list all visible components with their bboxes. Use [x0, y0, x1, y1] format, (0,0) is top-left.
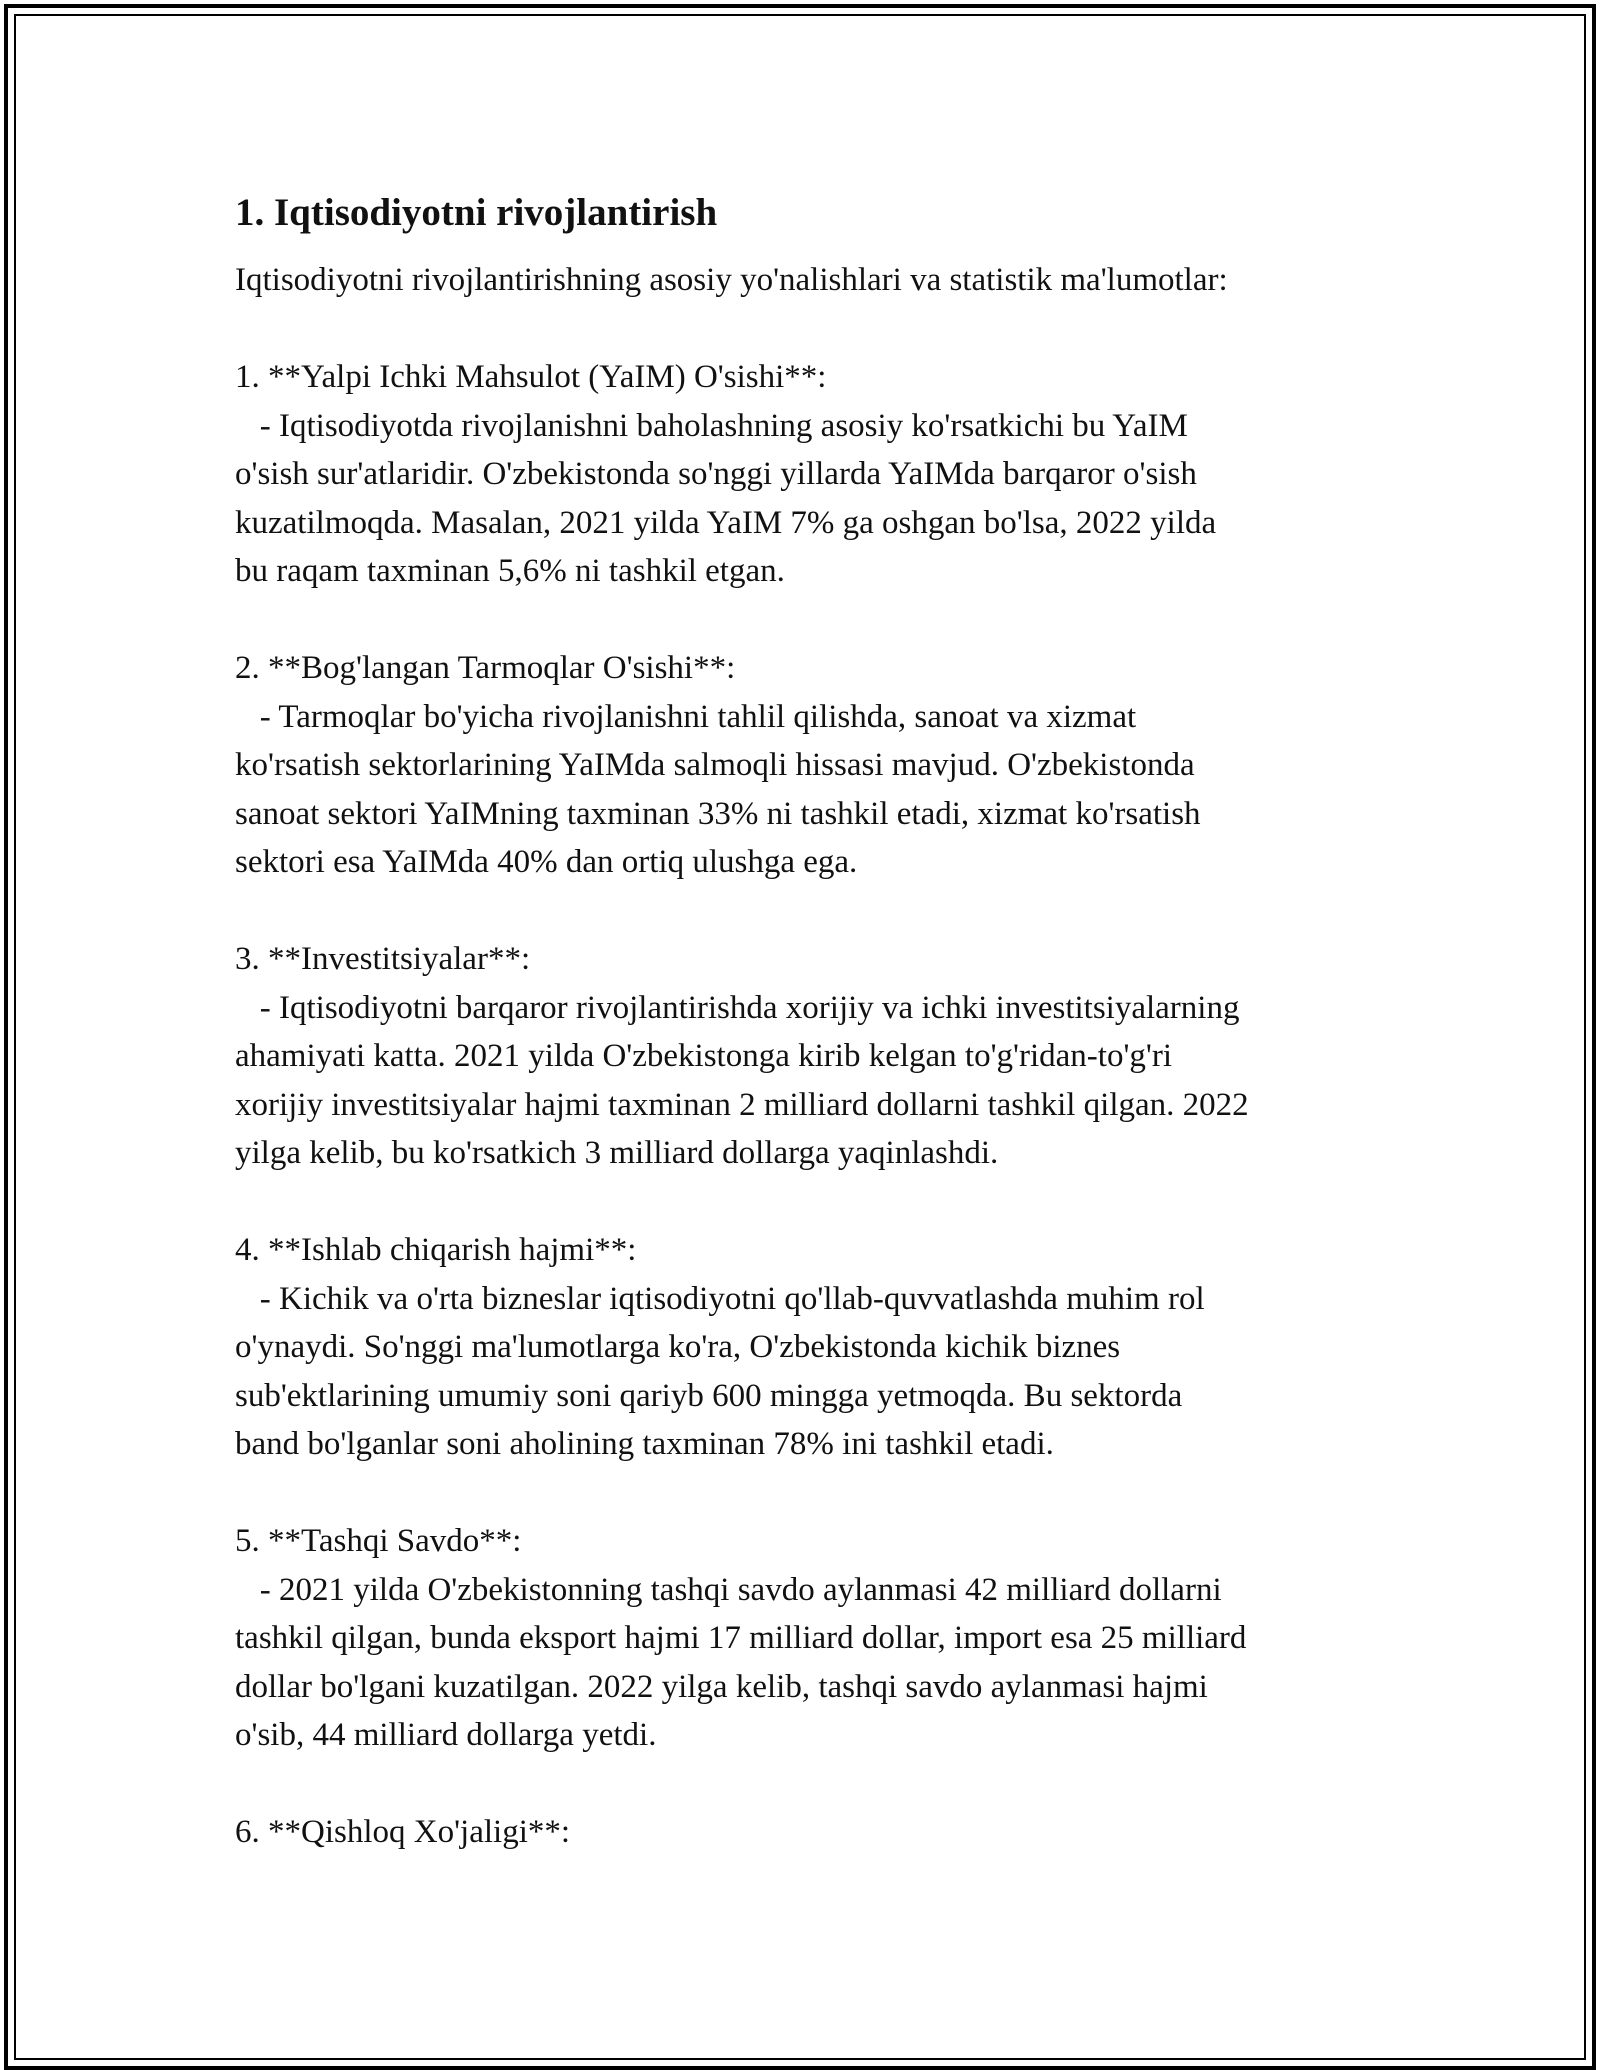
section-production-volume [235, 1226, 1385, 1469]
section-line: xorijiy investitsiyalar hajmi taxminan 2 milliard dollarni tashkil qilgan. 2022 [235, 1086, 1249, 1123]
section-heading: 3. **Investitsiyalar**: [235, 941, 531, 977]
section-line: kuzatilmoqda. Masalan, 2021 yilda YaIM 7% ga oshgan bo'lsa, 2022 yilda [235, 504, 1217, 541]
section-heading: 1. **Yalpi Ichki Mahsulot (YaIM) O'sishi**: [235, 359, 827, 395]
section-foreign-trade [235, 1517, 1385, 1760]
section-line: - Iqtisodiyotda rivojlanishni baholashning asosiy ko'rsatkichi bu YaIM [235, 407, 1188, 444]
section-line: - Iqtisodiyotni barqaror rivojlantirishda xorijiy va ichki investitsiyalarning [235, 989, 1240, 1026]
page-title: 1. Iqtisodiyotni rivojlantirish [235, 191, 718, 234]
section-line: o'ynaydi. So'nggi ma'lumotlarga ko'ra, O'zbekistonda kichik biznes [235, 1329, 1121, 1365]
section-line: tashkil qilgan, bunda eksport hajmi 17 milliard dollar, import esa 25 milliard [235, 1620, 1247, 1656]
section-investments [235, 935, 1385, 1178]
section-line: - 2021 yilda O'zbekistonning tashqi savdo aylanmasi 42 milliard dollarni [235, 1571, 1222, 1608]
section-line: band bo'lganlar soni aholining taxminan 78% ini tashkil etadi. [235, 1426, 1054, 1462]
section-agriculture [235, 1808, 1385, 1857]
document-body [235, 185, 1385, 1905]
section-line: dollar bo'lgani kuzatilgan. 2022 yilga kelib, tashqi savdo aylanmasi hajmi [235, 1668, 1208, 1705]
intro-paragraph: Iqtisodiyotni rivojlantirishning asosiy yo'nalishlari va statistik ma'lumotlar: [235, 262, 1228, 298]
section-line: - Kichik va o'rta bizneslar iqtisodiyotni qo'llab-quvvatlashda muhim rol [235, 1280, 1205, 1317]
section-line: - Tarmoqlar bo'yicha rivojlanishni tahlil qilishda, sanoat va xizmat [235, 698, 1137, 735]
section-heading: 6. **Qishloq Xo'jaligi**: [235, 1814, 571, 1850]
section-line: bu raqam taxminan 5,6% ni tashkil etgan. [235, 553, 785, 589]
section-line: sanoat sektori YaIMning taxminan 33% ni tashkil etadi, xizmat ko'rsatish [235, 795, 1201, 832]
section-gdp-growth [235, 353, 1385, 596]
section-line: yilga kelib, bu ko'rsatkich 3 milliard dollarga yaqinlashdi. [235, 1135, 999, 1171]
section-line: o'sish sur'atlaridir. O'zbekistonda so'nggi yillarda YaIMda barqaror o'sish [235, 456, 1197, 492]
section-line: sub'ektlarining umumiy soni qariyb 600 mingga yetmoqda. Bu sektorda [235, 1377, 1183, 1414]
section-heading: 2. **Bog'langan Tarmoqlar O'sishi**: [235, 650, 736, 686]
section-line: o'sib, 44 milliard dollarga yetdi. [235, 1717, 657, 1753]
section-linked-sectors [235, 644, 1385, 887]
section-heading: 5. **Tashqi Savdo**: [235, 1523, 522, 1559]
section-line: ko'rsatish sektorlarining YaIMda salmoqli hissasi mavjud. O'zbekistonda [235, 747, 1195, 783]
section-line: sektori esa YaIMda 40% dan ortiq ulushga ega. [235, 844, 858, 880]
section-line: ahamiyati katta. 2021 yilda O'zbekistonga kirib kelgan to'g'ridan-to'g'ri [235, 1038, 1172, 1074]
section-heading: 4. **Ishlab chiqarish hajmi**: [235, 1232, 637, 1268]
